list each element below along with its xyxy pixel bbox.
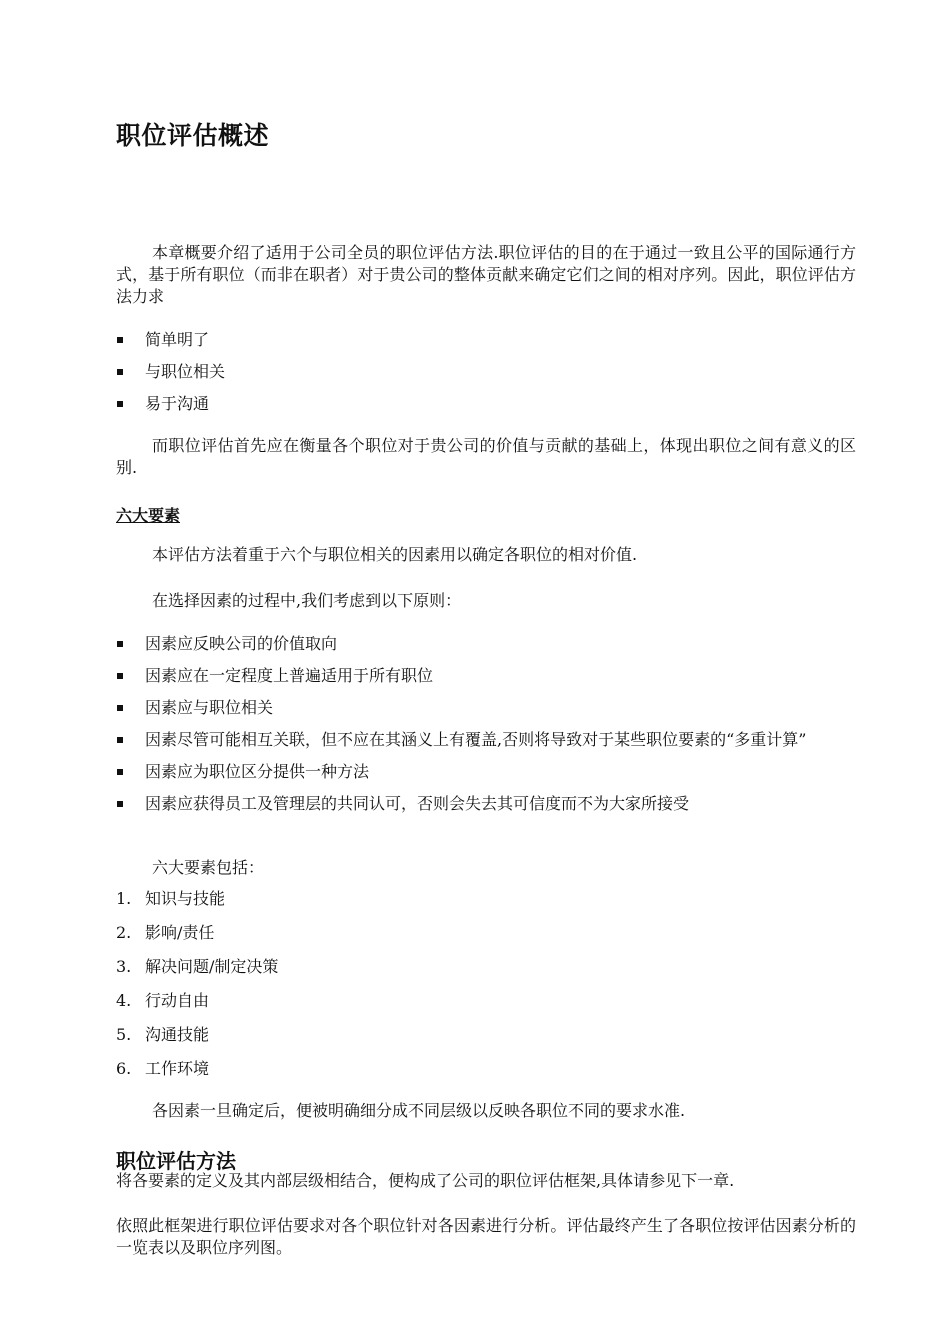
list-item: 因素应反映公司的价值取向	[116, 633, 856, 655]
list-item: 简单明了	[116, 329, 856, 351]
bullet-square-icon	[117, 401, 123, 407]
list-item: 3. 解决问题/制定决策	[116, 957, 279, 976]
list-item: 因素应在一定程度上普遍适用于所有职位	[116, 665, 856, 687]
bullet-square-icon	[117, 705, 123, 711]
principles-list	[116, 633, 856, 815]
factors-intro: 六大要素包括：	[152, 858, 265, 877]
aims-list	[116, 329, 856, 415]
section-heading-six-factors: 六大要素	[116, 506, 181, 525]
list-item: 与职位相关	[116, 361, 856, 383]
list-item: 5. 沟通技能	[116, 1025, 210, 1044]
six-factors-intro: 本评估方法着重于六个与职位相关的因素用以确定各职位的相对价值.	[152, 545, 638, 564]
list-item: 2. 影响/责任	[116, 923, 215, 942]
section-heading-method: 职位评估方法	[116, 1149, 236, 1173]
bullet-square-icon	[117, 769, 123, 775]
method-paragraph-2: 依照此框架进行职位评估要求对各个职位针对各因素进行分析。评估最终产生了各职位按评估因素分析的一览表以及职位序列图。	[116, 1216, 856, 1257]
factors-list	[116, 888, 856, 1080]
bullet-square-icon	[117, 673, 123, 679]
method-paragraph-1: 将各要素的定义及其内部层级相结合，便构成了公司的职位评估框架,具体请参见下一章.	[116, 1171, 735, 1190]
bullet-square-icon	[117, 337, 123, 343]
principles-intro: 在选择因素的过程中,我们考虑到以下原则：	[152, 591, 462, 610]
list-item: 因素应为职位区分提供一种方法	[116, 761, 856, 783]
list-item: 1. 知识与技能	[116, 889, 226, 908]
page-title: 职位评估概述	[116, 121, 270, 150]
list-item: 6. 工作环境	[116, 1059, 210, 1078]
list-item: 易于沟通	[116, 393, 856, 415]
bullet-square-icon	[117, 641, 123, 647]
bullet-square-icon	[117, 801, 123, 807]
list-item: 因素应与职位相关	[116, 697, 856, 719]
list-item: 4. 行动自由	[116, 991, 210, 1010]
intro-paragraph: 本章概要介绍了适用于公司全员的职位评估方法.职位评估的目的在于通过一致且公平的国际通行方式，基于所有职位（而非在职者）对于贵公司的整体贡献来确定它们之间的相对序列。因此，职位评估方法力求	[116, 243, 856, 306]
intro-paragraph-2: 而职位评估首先应在衡量各个职位对于贵公司的价值与贡献的基础上，体现出职位之间有意义的区别.	[116, 436, 856, 477]
list-item: 因素尽管可能相互关联，但不应在其涵义上有覆盖,否则将导致对于某些职位要素的“多重计算”	[116, 729, 856, 751]
list-item: 因素应获得员工及管理层的共同认可，否则会失去其可信度而不为大家所接受	[116, 793, 856, 815]
bullet-square-icon	[117, 737, 123, 743]
bullet-square-icon	[117, 369, 123, 375]
factors-closing: 各因素一旦确定后，便被明确细分成不同层级以反映各职位不同的要求水准.	[152, 1101, 686, 1120]
